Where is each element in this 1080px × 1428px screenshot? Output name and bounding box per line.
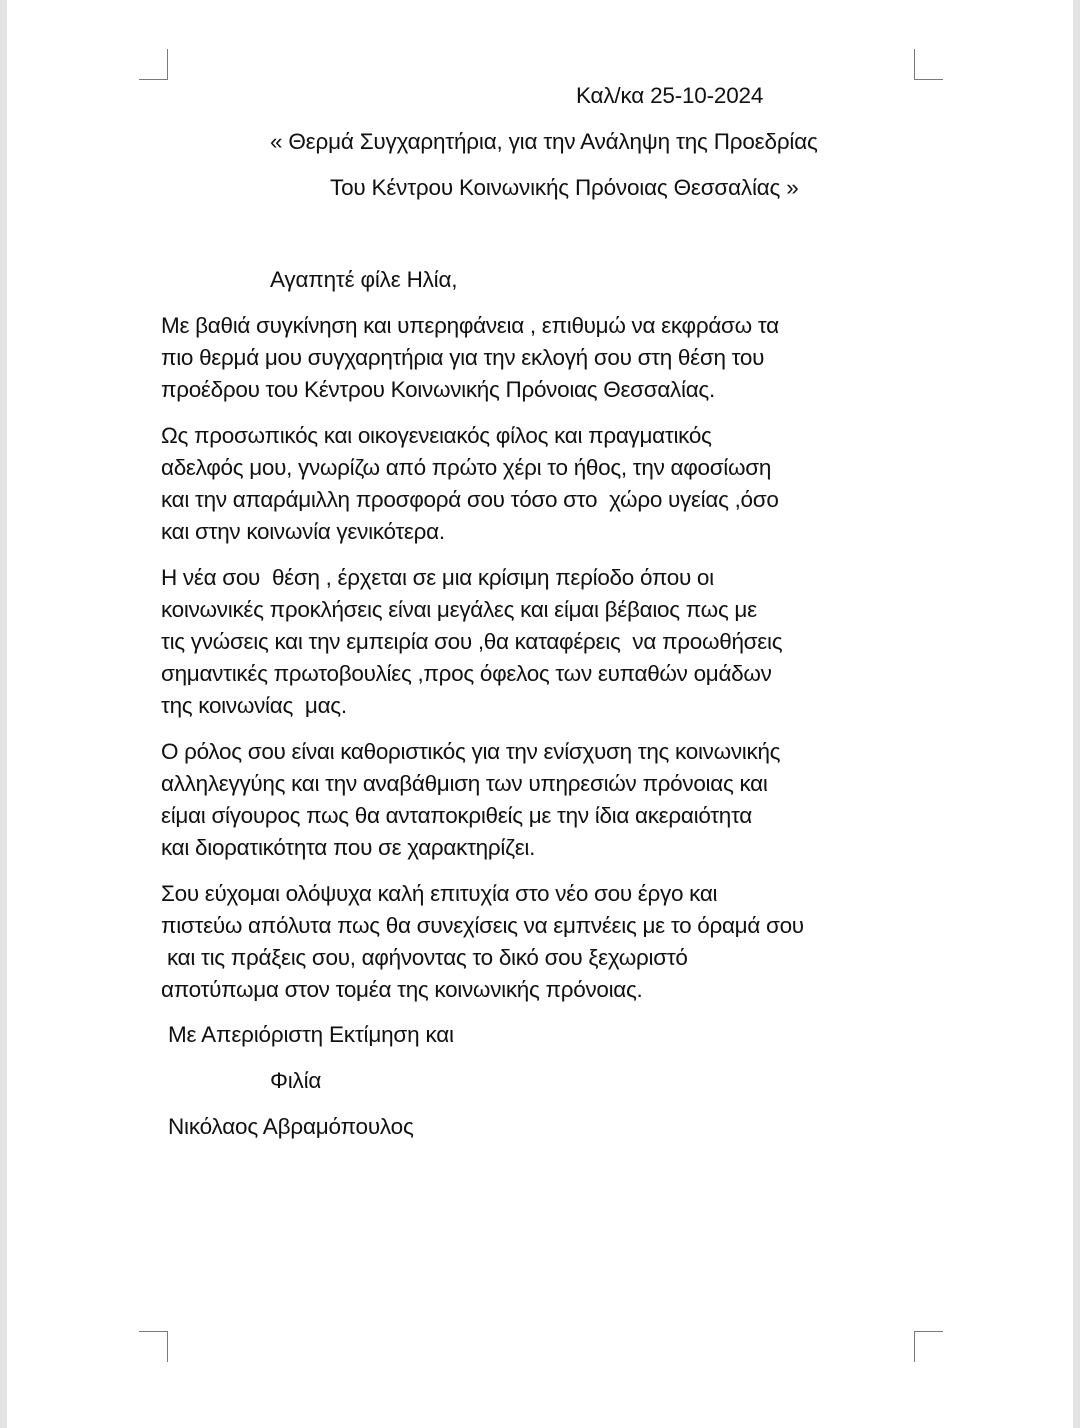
paragraph-line: κοινωνικές προκλήσεις είναι μεγάλες και είμαι βέβαιος πως με bbox=[161, 597, 757, 622]
paragraph-line: Σου εύχομαι ολόψυχα καλή επιτυχία στο νέο σου έργο και bbox=[161, 881, 718, 906]
crop-mark-bottom-left bbox=[139, 1331, 168, 1362]
paragraph-line: Ως προσωπικός και οικογενειακός φίλος και πραγματικός bbox=[161, 423, 712, 448]
crop-mark-top-right bbox=[914, 49, 943, 80]
paragraph-line: προέδρου του Κέντρου Κοινωνικής Πρόνοιας Θεσσαλίας. bbox=[161, 377, 715, 402]
salutation: Αγαπητέ φίλε Ηλία, bbox=[270, 267, 458, 292]
paragraph-line: αλληλεγγύης και την αναβάθμιση των υπηρεσιών πρόνοιας και bbox=[161, 771, 768, 796]
letter-title-line-1: « Θερμά Συγχαρητήρια, για την Ανάληψη της Προεδρίας bbox=[270, 129, 818, 154]
crop-mark-bottom-right bbox=[914, 1331, 943, 1362]
paragraph-line: είμαι σίγουρος πως θα ανταποκριθείς με την ίδια ακεραιότητα bbox=[161, 803, 752, 828]
paragraph-line: και διορατικότητα που σε χαρακτηρίζει. bbox=[161, 835, 536, 860]
paragraph-line: σημαντικές πρωτοβουλίες ,προς όφελος των ευπαθών ομάδων bbox=[161, 661, 772, 686]
paragraph-line: αδελφός μου, γνωρίζω από πρώτο χέρι το ήθος, την αφοσίωση bbox=[161, 455, 772, 480]
paragraph-line: τις γνώσεις και την εμπειρία σου ,θα καταφέρεις να προωθήσεις bbox=[161, 629, 783, 654]
paragraph-line: και στην κοινωνία γενικότερα. bbox=[161, 519, 445, 544]
paragraph-line: πιστεύω απόλυτα πως θα συνεχίσεις να εμπνέεις με το όραμά σου bbox=[161, 913, 804, 938]
paragraph-line: της κοινωνίας μας. bbox=[161, 693, 347, 718]
paragraph-line: Με βαθιά συγκίνηση και υπερηφάνεια , επιθυμώ να εκφράσω τα bbox=[161, 313, 779, 338]
letter-title-line-2: Του Κέντρου Κοινωνικής Πρόνοιας Θεσσαλίας » bbox=[330, 175, 799, 200]
paragraph-line: και την απαράμιλλη προσφορά σου τόσο στο χώρο υγείας ,όσο bbox=[161, 487, 779, 512]
closing-line-2: Φιλία bbox=[270, 1068, 322, 1093]
paragraph-line: πιο θερμά μου συγχαρητήρια για την εκλογή σου στη θέση του bbox=[161, 345, 765, 370]
paragraph-line: Η νέα σου θέση , έρχεται σε μια κρίσιμη περίοδο όπου οι bbox=[161, 565, 714, 590]
crop-mark-top-left bbox=[139, 49, 168, 80]
letter-date: Καλ/κα 25-10-2024 bbox=[576, 83, 764, 108]
paragraph-line: και τις πράξεις σου, αφήνοντας το δικό σου ξεχωριστό bbox=[161, 945, 688, 970]
paragraph-line: Ο ρόλος σου είναι καθοριστικός για την ενίσχυση της κοινωνικής bbox=[161, 739, 781, 764]
closing-line-1: Με Απεριόριστη Εκτίμηση και bbox=[168, 1022, 454, 1047]
signature: Νικόλαος Αβραμόπουλος bbox=[168, 1114, 414, 1139]
paragraph-line: αποτύπωμα στον τομέα της κοινωνικής πρόνοιας. bbox=[161, 977, 643, 1002]
